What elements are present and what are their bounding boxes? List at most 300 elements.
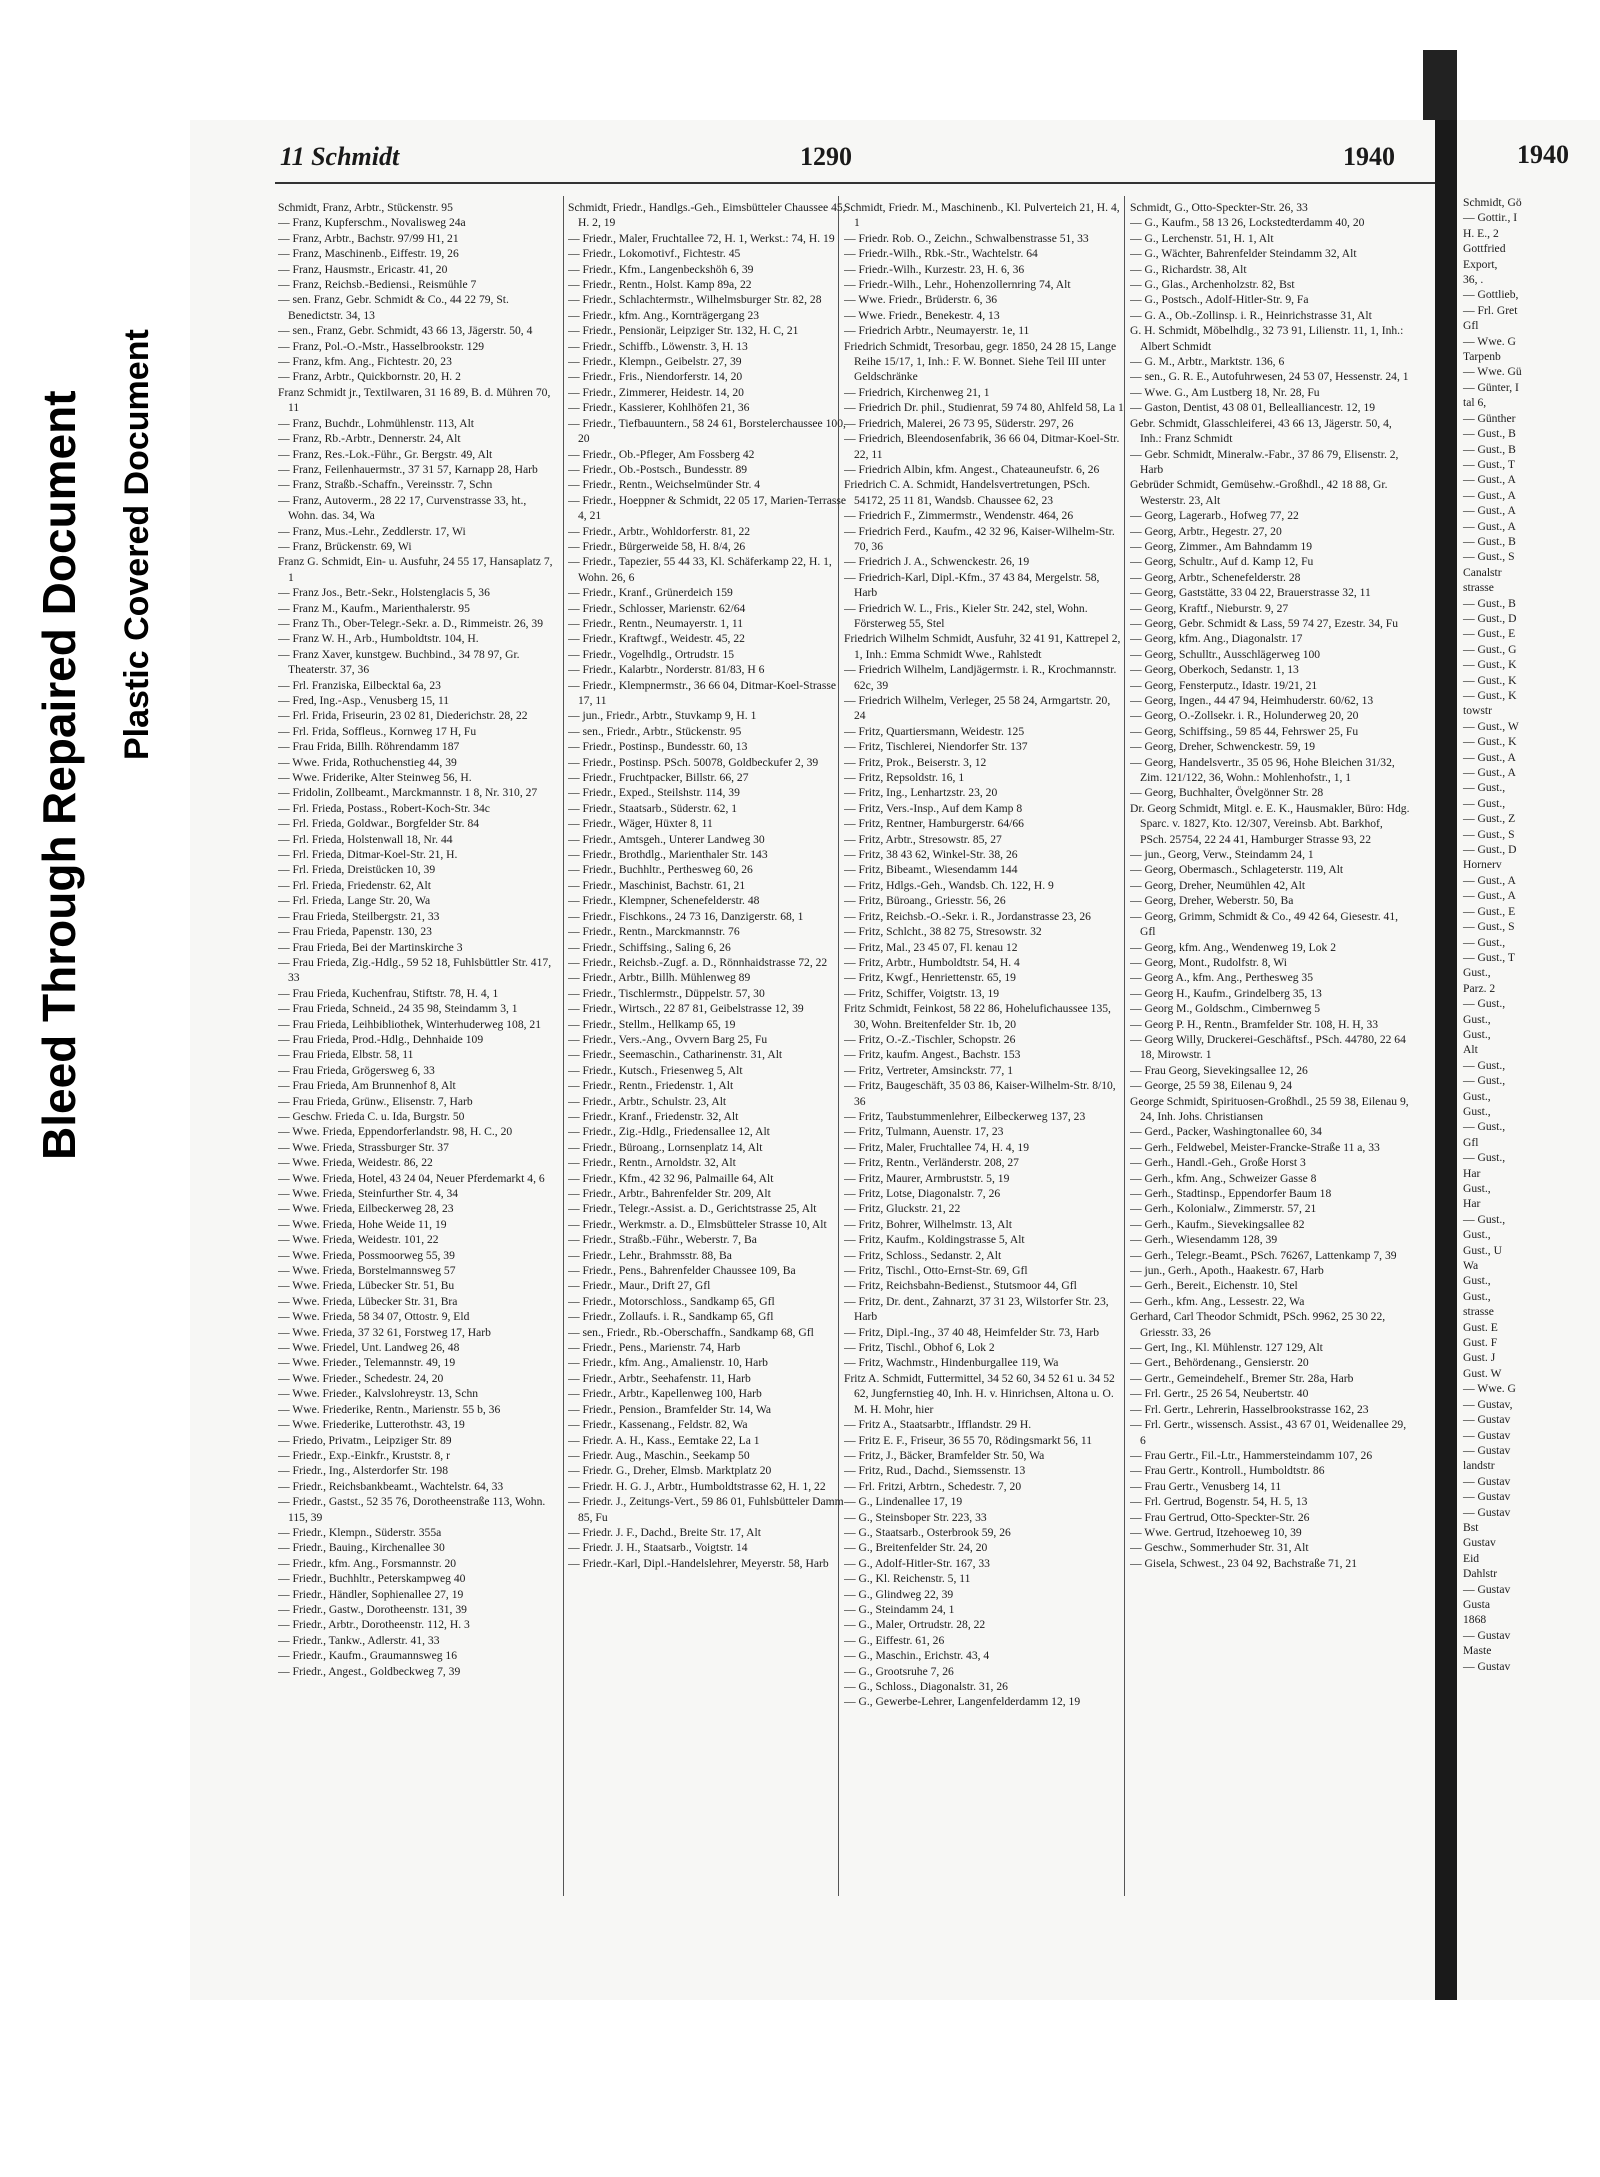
directory-entry: — Franz, kfm. Ang., Fichtestr. 20, 23 [278, 355, 452, 369]
directory-entry: — Fritz, Rud., Dachd., Siemssenstr. 13 [844, 1464, 1026, 1478]
directory-entry: — Friedr., Ob.-Postsch., Bundesstr. 89 [568, 462, 748, 476]
facing-page-line: — Gust., T [1463, 950, 1515, 964]
facing-page-line: — Gustav [1463, 1582, 1511, 1596]
facing-page-year: 1940 [1517, 140, 1569, 169]
directory-entry: — G., Gewerbe-Lehrer, Langenfelderdamm 12, 19 [844, 1695, 1081, 1709]
directory-entry: Schmidt, Friedr., Handlgs.-Geh., Eimsbütteler Chaussee 45, H. 2, 19 [568, 201, 846, 230]
facing-page-line: tal 6, [1463, 396, 1487, 410]
directory-entry: — Friedr., kfm. Ang., Forsmannstr. 20 [278, 1556, 457, 1570]
facing-page-line: — Gust., [1463, 781, 1506, 795]
directory-entry: — Georg, Gebr. Schmidt & Lass, 59 74 27, Ezestr. 34, Fu [1130, 616, 1399, 630]
facing-page-line: — Gottlieb, [1463, 288, 1519, 302]
directory-entry: — Friedr., Rentn., Marckmannstr. 76 [568, 925, 740, 939]
directory-entry: — Frl. Frida, Soffleus., Kornweg 17 H, Fu [278, 724, 477, 738]
directory-entry: — G., Kaufm., 58 13 26, Lockstedterdamm 40, 20 [1130, 216, 1365, 230]
facing-page-line: Gustav [1463, 1536, 1496, 1550]
facing-page-line: — Gust., [1463, 1120, 1506, 1134]
facing-page-line: — Gust., B [1463, 442, 1516, 456]
directory-entry: — Frau Frieda, Schneid., 24 35 98, Steindamm 3, 1 [278, 1002, 518, 1016]
facing-page-line: — Gottir., I [1463, 211, 1518, 225]
directory-entry: — Friedr., kfm. Ang., Amalienstr. 10, Harb [568, 1356, 768, 1370]
label-bleed-through: Bleed Through [33, 835, 85, 1160]
directory-entry: — Gerh., Stadtinsp., Eppendorfer Baum 18 [1130, 1187, 1332, 1200]
directory-entry: — Wwe. Friedr., Benekestr. 4, 13 [844, 308, 1000, 322]
directory-entry: — Friedr., Maur., Drift 27, Gfl [568, 1279, 711, 1293]
facing-page-line: — Frl. Gret [1463, 303, 1518, 317]
directory-entry: — Friedr., Maschinist, Bachstr. 61, 21 [568, 878, 746, 892]
facing-page-line: towstr [1463, 704, 1492, 718]
facing-page-line: — Gust., E [1463, 904, 1516, 918]
directory-entry: — Friedr. Aug., Maschin., Seekamp 50 [568, 1448, 750, 1462]
directory-entry: — Franz, Hausmstr., Ericastr. 41, 20 [278, 262, 448, 276]
directory-entry: — Friedr., Büroang., Lornsenplatz 14, Alt [568, 1140, 763, 1154]
directory-entry: — Friedr., Lehr., Brahmsstr. 88, Ba [568, 1248, 732, 1262]
directory-entry: — G., Richardstr. 38, Alt [1130, 262, 1247, 276]
directory-entry: — Friedr. G., Dreher, Elmsb. Marktplatz 20 [568, 1464, 772, 1478]
facing-page-line: — Gust., [1463, 1058, 1506, 1072]
directory-entry: — Friedr., Buchhltr., Perthesweg 60, 26 [568, 863, 753, 877]
directory-entry: — Wwe. Frieder., Telemannstr. 49, 19 [278, 1356, 456, 1370]
directory-entry: — G. M., Arbtr., Marktstr. 136, 6 [1130, 355, 1285, 369]
directory-entry: — Friedr., Reichsb.-Zugf. a. D., Rönnhaidstrasse 72, 22 [568, 955, 828, 969]
facing-page-line: Bst [1463, 1520, 1479, 1534]
directory-entry: — Fritz, Wachmstr., Hindenburgallee 119, Wa [844, 1356, 1059, 1370]
column-4 [1130, 200, 1410, 1860]
directory-entry: — Fritz, kaufm. Angest., Bachstr. 153 [844, 1048, 1021, 1062]
directory-entry: — Friedr., Motorschloss., Sandkamp 65, Gfl [568, 1294, 775, 1308]
directory-entry: — G., Maler, Ortrudstr. 28, 22 [844, 1618, 986, 1632]
directory-page [190, 120, 1445, 2000]
directory-entry: — G., Eiffestr. 61, 26 [844, 1633, 945, 1647]
directory-entry: — Friedrich Dr. phil., Studienrat, 59 74 80, Ahlfeld 58, La 1 [844, 401, 1124, 415]
directory-entry: Schmidt, G., Otto-Speckter-Str. 26, 33 [1130, 201, 1308, 214]
directory-entry: — Frl. Frieda, Holstenwall 18, Nr. 44 [278, 832, 453, 846]
facing-page-line: — Gust., A [1463, 504, 1516, 518]
facing-page-line: strasse [1463, 1305, 1494, 1319]
directory-entry: — Geschw., Sommerhuder Str. 31, Alt [1130, 1541, 1309, 1555]
directory-entry: — G., Glindweg 22, 39 [844, 1587, 954, 1601]
directory-entry: — Friedr., Schlachtermstr., Wilhelmsburger Str. 82, 28 [568, 293, 822, 307]
directory-entry: — Friedr., Hoeppner & Schmidt, 22 05 17, Marien-Terrasse 4, 21 [568, 493, 847, 523]
directory-entry: — Friedr., Fris., Niendorferstr. 14, 20 [568, 370, 743, 384]
directory-entry: — Georg, Handelsvertr., 35 05 96, Hohe Bleichen 31/32, Zim. 121/122, 36, Wohn.: Mohlenhofstr., 1, 1 [1130, 755, 1395, 785]
directory-entry: — Friedr. A. H., Kass., Eemtake 22, La 1 [568, 1433, 760, 1447]
directory-entry: — Georg, Fensterputz., Idastr. 19/21, 21 [1130, 678, 1318, 692]
directory-entry: — Friedr., Stellm., Hellkamp 65, 19 [568, 1017, 736, 1031]
directory-entry: — Wwe. Friedr., Brüderstr. 6, 36 [844, 293, 998, 307]
directory-entry: — Wwe. Friderike, Alter Steinweg 56, H. [278, 771, 472, 785]
directory-entry: Gebr. Schmidt, Glasschleiferei, 43 66 13, Jägerstr. 50, 4, Inh.: Franz Schmidt [1130, 416, 1392, 446]
directory-entry: — Fritz, Vers.-Insp., Auf dem Kamp 8 [844, 801, 1023, 815]
directory-entry: — Fritz, Lotse, Diagonalstr. 7, 26 [844, 1187, 1001, 1200]
directory-entry: — Friedr., Wirtsch., 22 87 81, Geibelstrasse 12, 39 [568, 1002, 804, 1016]
directory-entry: — Franz, Pol.-O.-Mstr., Hasselbrookstr. 129 [278, 339, 485, 353]
directory-entry: — Friedr., Ing., Alsterdorfer Str. 198 [278, 1464, 449, 1478]
directory-entry: — Franz, Brückenstr. 69, Wi [278, 539, 412, 553]
directory-entry: — Friedrich, Kirchenweg 21, 1 [844, 385, 990, 399]
directory-entry: — Georg, Oberkoch, Sedanstr. 1, 13 [1130, 663, 1299, 677]
directory-entry: — Georg, Grimm, Schmidt & Co., 49 42 64, Giesestr. 41, Gfl [1130, 909, 1399, 939]
facing-page-line: Gust. E [1463, 1320, 1498, 1334]
directory-entry: — jun., Friedr., Arbtr., Stuvkamp 9, H. 1 [568, 709, 757, 723]
directory-entry: — Friedr., Arbtr., Seehafenstr. 11, Harb [568, 1371, 751, 1385]
facing-page-line: — Gust., [1463, 796, 1506, 810]
directory-entry: — Georg, kfm. Ang., Diagonalstr. 17 [1130, 632, 1303, 646]
facing-page-line: — Gust., Z [1463, 812, 1516, 826]
directory-entry: — G., Maschin., Erichstr. 43, 4 [844, 1649, 990, 1663]
directory-entry: — Frl. Gertr., wissensch. Assist., 43 67 01, Weidenallee 29, 6 [1130, 1418, 1407, 1447]
facing-page-line: — Gust., K [1463, 735, 1517, 749]
directory-entry: — Wwe. Friederike, Rentn., Marienstr. 55 b, 36 [278, 1402, 501, 1416]
directory-entry: — Fridolin, Zollbeamt., Marckmannstr. 1 8, Nr. 310, 27 [278, 786, 538, 800]
directory-entry: — Friedr., Klempn., Geibelstr. 27, 39 [568, 355, 742, 369]
directory-entry: — Friedr.-Wilh., Kurzestr. 23, H. 6, 36 [844, 262, 1025, 276]
header-section-name: 11 Schmidt [280, 142, 400, 171]
directory-entry: — G., Lindenallee 17, 19 [844, 1495, 963, 1509]
directory-entry: — Wwe. Frieda, Borstelmannsweg 57 [278, 1264, 456, 1278]
directory-entry: — Friedr., kfm. Ang., Kornträgergang 23 [568, 308, 760, 322]
directory-entry: — G., Steinsboper Str. 223, 33 [844, 1510, 987, 1524]
directory-entry: — Friedr., Amtsgeh., Unterer Landweg 30 [568, 832, 765, 846]
directory-entry: — Friedr., Ob.-Pfleger, Am Fossberg 42 [568, 447, 755, 461]
directory-entry: — Frau Frieda, Am Brunnenhof 8, Alt [278, 1079, 456, 1093]
directory-entry: — sen., Franz, Gebr. Schmidt, 43 66 13, Jägerstr. 50, 4 [278, 324, 533, 338]
directory-entry: — Georg P. H., Rentn., Bramfelder Str. 108, H. H, 33 [1130, 1017, 1379, 1031]
directory-entry: — Fritz, Taubstummenlehrer, Eilbeckerweg 137, 23 [844, 1109, 1086, 1123]
facing-page-line: — Gust., [1463, 1074, 1506, 1088]
directory-entry: — G. A., Ob.-Zollinsp. i. R., Heinrichstrasse 31, Alt [1130, 308, 1372, 322]
directory-entry: — Friedr., Tiefbauuntern., 58 24 61, Borstelerchaussee 100, 20 [568, 416, 846, 446]
directory-entry: — Friedr., Brothdlg., Marienthaler Str. 143 [568, 848, 768, 862]
directory-entry: — Fritz, Quartiersmann, Weidestr. 125 [844, 724, 1025, 738]
directory-entry: — Friedrich, Bleendosenfabrik, 36 66 04, Ditmar-Koel-Str. 22, 11 [844, 432, 1120, 461]
directory-entry: — Friedr.-Karl, Dipl.-Handelslehrer, Meyerstr. 58, Harb [568, 1556, 829, 1570]
facing-page-line: — Gust., T [1463, 457, 1515, 471]
directory-entry: — Friedr., Pens., Bahrenfelder Chaussee 109, Ba [568, 1264, 796, 1278]
directory-entry: — G., Kl. Reichenstr. 5, 11 [844, 1572, 971, 1586]
directory-entry: — Friedr., Bauing., Kirchenallee 30 [278, 1541, 445, 1555]
directory-entry: — Georg, Dreher, Neumühlen 42, Alt [1130, 878, 1306, 892]
directory-entry: — Wwe. Frieda, Lübecker Str. 51, Bu [278, 1279, 455, 1293]
directory-entry: — Wwe. Frieda, Eilbeckerweg 28, 23 [278, 1202, 454, 1216]
directory-entry: — Friedr.-Wilh., Rbk.-Str., Wachtelstr. 64 [844, 247, 1038, 261]
facing-page-line: Gottfried [1463, 242, 1506, 256]
page-gutter [1435, 120, 1457, 2000]
facing-page-line: Schmidt, Gö [1463, 196, 1522, 209]
directory-entry: — Franz, Res.-Lok.-Führ., Gr. Bergstr. 49, Alt [278, 447, 493, 461]
directory-entry: — Georg M., Goldschm., Cimbernweg 5 [1130, 1002, 1321, 1016]
facing-page-line: — Gust., K [1463, 673, 1517, 687]
facing-page-line: Gust., [1463, 1027, 1491, 1041]
directory-entry: — Wwe. Frieda, Weidestr. 101, 22 [278, 1233, 439, 1247]
directory-entry: — Fritz, Tulmann, Auenstr. 17, 23 [844, 1125, 1004, 1139]
facing-page-line: Gust., [1463, 1228, 1491, 1242]
directory-entry: — Friedr., Händler, Sophienallee 27, 19 [278, 1587, 464, 1601]
directory-entry: — Fritz, J., Bäcker, Bramfelder Str. 50, Wa [844, 1448, 1045, 1462]
directory-entry: — Georg H., Kaufm., Grindelberg 35, 13 [1130, 986, 1322, 1000]
directory-entry: — G., Lerchenstr. 51, H. 1, Alt [1130, 231, 1274, 245]
directory-entry: Schmidt, Franz, Arbtr., Stückenstr. 95 [278, 201, 453, 214]
facing-page-line: — Gust., S [1463, 827, 1515, 841]
facing-page-line: — Gust., [1463, 1212, 1506, 1226]
directory-entry: — Friedrich Wilhelm, Verleger, 25 58 24, Armgartstr. 20, 24 [844, 694, 1111, 723]
directory-entry: — Wwe. Gertrud, Itzehoeweg 10, 39 [1130, 1525, 1302, 1539]
directory-entry: — Gerh., kfm. Ang., Schweizer Gasse 8 [1130, 1171, 1317, 1185]
facing-page-line: — Gust., E [1463, 627, 1516, 641]
directory-entry: — Franz W. H., Arb., Humboldtstr. 104, H. [278, 632, 479, 646]
directory-entry: — Friedr., Kranf., Friedenstr. 32, Alt [568, 1109, 739, 1123]
directory-entry: — Fritz, Mal., 23 45 07, Fl. kenau 12 [844, 940, 1018, 954]
directory-entry: — Friedr., Arbtr., Wohldorferstr. 81, 22 [568, 524, 751, 538]
facing-page-line: Gust., [1463, 1089, 1491, 1103]
directory-entry: — Friedr., Exped., Steilshstr. 114, 39 [568, 786, 740, 800]
directory-entry: Franz G. Schmidt, Ein- u. Ausfuhr, 24 55 17, Hansaplatz 7, 1 [278, 555, 553, 584]
directory-entry: — Frau Gertr., Fil.-Ltr., Hammersteindamm 107, 26 [1130, 1448, 1373, 1462]
directory-entry: — Fritz, Schloss., Sedanstr. 2, Alt [844, 1248, 1002, 1262]
column-3 [844, 200, 1124, 1860]
directory-entry: — Fritz, Dr. dent., Zahnarzt, 37 31 23, Wilstorfer Str. 23, Harb [844, 1294, 1109, 1324]
directory-entry: — Gert., Behördenang., Gensierstr. 20 [1130, 1356, 1309, 1370]
directory-entry: — Friedr., Gastst., 52 35 76, Dorotheenstraße 113, Wohn. 115, 39 [278, 1495, 546, 1524]
directory-entry: Friedrich C. A. Schmidt, Handelsvertretungen, PSch. 54172, 25 11 81, Wandsb. Chaussee 62, 23 [844, 478, 1091, 507]
directory-entry: — G., Adolf-Hitler-Str. 167, 33 [844, 1556, 990, 1570]
facing-page-line: — Gust., A [1463, 889, 1516, 903]
directory-entry: — Frau Frieda, Grünw., Elisenstr. 7, Harb [278, 1094, 473, 1108]
directory-entry: — Franz, Arbtr., Bachstr. 97/99 H1, 21 [278, 231, 459, 245]
facing-page-line: — Gust., G [1463, 642, 1517, 656]
directory-entry: — Fritz, Büroang., Griesstr. 56, 26 [844, 894, 1006, 908]
directory-entry: — sen. Franz, Gebr. Schmidt & Co., 44 22 79, St. Benedictstr. 34, 13 [278, 293, 509, 322]
facing-page-line: — Gustav [1463, 1474, 1511, 1488]
directory-entry: — Fritz, Kwgf., Henriettenstr. 65, 19 [844, 971, 1016, 985]
column-divider [1124, 196, 1125, 1896]
directory-entry: — Frau Frieda, Papenstr. 130, 23 [278, 925, 432, 939]
directory-entry: — G., Wächter, Bahrenfelder Steindamm 32, Alt [1130, 247, 1357, 261]
directory-entry: — Frau Frieda, Zig.-Hdlg., 59 52 18, Fuhlsbüttler Str. 417, 33 [278, 955, 552, 985]
directory-entry: — Franz, Rb.-Arbtr., Dennerstr. 24, Alt [278, 432, 461, 446]
directory-entry: — Georg, Dreher, Weberstr. 50, Ba [1130, 894, 1294, 908]
directory-entry: — Friedr., Kraftwgf., Weidestr. 45, 22 [568, 632, 745, 646]
directory-entry: — Friedr., Rentn., Friedenstr. 1, Alt [568, 1079, 734, 1093]
directory-entry: — Frl. Frieda, Dreistücken 10, 39 [278, 863, 436, 877]
directory-entry: — Frl. Frieda, Friedenstr. 62, Alt [278, 878, 431, 892]
directory-entry: — Fritz, Bohrer, Wilhelmstr. 13, Alt [844, 1217, 1012, 1231]
directory-entry: — Fritz, Reichsb.-O.-Sekr. i. R., Jordanstrasse 23, 26 [844, 909, 1091, 923]
directory-entry: Gebrüder Schmidt, Gemüsehw.-Großhdl., 42 18 88, Gr. Westerstr. 23, Alt [1130, 478, 1388, 507]
directory-entry: — Gisela, Schwest., 23 04 92, Bachstraße 71, 21 [1130, 1556, 1358, 1570]
directory-entry: — G., Postsch., Adolf-Hitler-Str. 9, Fa [1130, 293, 1309, 307]
directory-entry: — Fritz, Arbtr., Stresowstr. 85, 27 [844, 832, 1002, 846]
directory-entry: — Friedr., Vogelhdlg., Ortrudstr. 15 [568, 647, 735, 661]
directory-entry: — Gerh., Kolonialw., Zimmerstr. 57, 21 [1130, 1202, 1317, 1216]
directory-entry: Fritz A. Schmidt, Futtermittel, 34 52 60, 34 52 61 u. 34 52 62, Jungfernstieg 40, Inh. H. v. Hinrichsen, Altona u. O. M. H. Mohr, hier [844, 1371, 1115, 1416]
facing-page-line: — Gustav [1463, 1659, 1511, 1673]
directory-entry: — Friedr., Rentn., Holst. Kamp 89a, 22 [568, 278, 752, 292]
directory-entry: — Fritz, Tischlerei, Niendorfer Str. 137 [844, 740, 1028, 754]
facing-page-line: Parz. 2 [1463, 981, 1496, 995]
facing-page-line: — Gust., S [1463, 550, 1515, 564]
directory-entry: — Fritz, Arbtr., Humboldtstr. 54, H. 4 [844, 955, 1020, 969]
directory-entry: — Wwe. Frieda, Strassburger Str. 37 [278, 1140, 449, 1154]
directory-entry: — Frau Gertr., Kontroll., Humboldtstr. 86 [1130, 1464, 1325, 1478]
directory-entry: — Friedrich Ferd., Kaufm., 42 32 96, Kaiser-Wilhelm-Str. 70, 36 [844, 524, 1115, 553]
directory-entry: — Frau Gertrud, Otto-Speckter-Str. 26 [1130, 1510, 1310, 1524]
directory-entry: — Friedr., Schiffsing., Saling 6, 26 [568, 940, 731, 954]
binding-shadow [1423, 50, 1457, 120]
directory-entry: — Frl. Frieda, Lange Str. 20, Wa [278, 894, 431, 908]
directory-entry: — Fritz, Baugeschäft, 35 03 86, Kaiser-Wilhelm-Str. 8/10, 36 [844, 1079, 1116, 1108]
directory-entry: — Frau Frieda, Elbstr. 58, 11 [278, 1048, 414, 1062]
directory-entry: — Friedr., Staatsarb., Süderstr. 62, 1 [568, 801, 738, 815]
directory-entry: — Gebr. Schmidt, Mineralw.-Fabr., 37 86 79, Elisenstr. 2, Harb [1130, 447, 1399, 476]
facing-page-line: — Gustav [1463, 1413, 1511, 1427]
directory-entry: — Franz, Autoverm., 28 22 17, Curvenstrasse 33, ht., Wohn. das. 34, Wa [278, 493, 527, 523]
facing-page-line: — Gust., A [1463, 473, 1516, 487]
facing-page-line: — Gustav [1463, 1628, 1511, 1642]
directory-entry: — Georg, Schulltr., Ausschlägerweg 100 [1130, 647, 1321, 661]
directory-entry: — Friedr., Werkmstr. a. D., Elmsbütteler Strasse 10, Alt [568, 1217, 827, 1231]
facing-page-line: — Günter, I [1463, 380, 1519, 394]
directory-entry: — Wwe. Friederike, Lutterothstr. 43, 19 [278, 1418, 465, 1432]
directory-entry: — Friedr., Postinsp. PSch. 50078, Goldbeckufer 2, 39 [568, 755, 819, 769]
directory-entry: — Frl. Gertrud, Bogenstr. 54, H. 5, 13 [1130, 1495, 1308, 1509]
directory-entry: — Friedr., Fischkons., 24 73 16, Danzigerstr. 68, 1 [568, 909, 804, 923]
scanned-page [190, 120, 1600, 2000]
directory-entry: — Georg, Arbtr., Hegestr. 27, 20 [1130, 524, 1282, 538]
directory-entry: — Georg, Obermasch., Schlageterstr. 119, Alt [1130, 863, 1344, 877]
directory-entry: — Georg, O.-Zollsekr. i. R., Holunderweg 20, 20 [1130, 709, 1359, 723]
facing-page-line: — Gust., A [1463, 488, 1516, 502]
directory-entry: — Georg, Kraftf., Nieburstr. 9, 27 [1130, 601, 1289, 615]
facing-page-line: — Gustav, [1463, 1397, 1513, 1411]
directory-entry: — Franz, Reichsb.-Bediensi., Reismühle 7 [278, 278, 477, 292]
directory-entry: — sen., Friedr., Arbtr., Stückenstr. 95 [568, 724, 742, 738]
facing-page-line: Dahlstr [1463, 1567, 1498, 1581]
directory-entry: — Franz, Straßb.-Schaffn., Vereinsstr. 7, Schn [278, 478, 493, 492]
header-page-number: 1290 [800, 142, 852, 171]
facing-page-line: — Gust., D [1463, 611, 1517, 625]
directory-entry: — Friedr., Arbtr., Kapellenweg 100, Harb [568, 1387, 762, 1401]
directory-entry: — Frl. Gertr., Lehrerin, Hasselbrookstrasse 162, 23 [1130, 1402, 1369, 1416]
directory-entry: — Franz, Maschinenb., Eiffestr. 19, 26 [278, 247, 459, 261]
facing-page-line: — Gust., A [1463, 519, 1516, 533]
directory-entry: — Friedr. J., Zeitungs-Vert., 59 86 01, Fuhlsbütteler Damm 85, Fu [568, 1495, 844, 1524]
directory-entry: — Friedr. J. H., Staatsarb., Voigtstr. 14 [568, 1541, 748, 1555]
label-repaired-document: Repaired Document [33, 390, 85, 825]
directory-entry: — Geschw. Frieda C. u. Ida, Burgstr. 50 [278, 1109, 465, 1123]
facing-page-line: Gust. W [1463, 1366, 1502, 1380]
facing-page-line: Gust., [1463, 1289, 1491, 1303]
directory-entry: — Fritz, Schlcht., 38 82 75, Stresowstr. 32 [844, 925, 1042, 939]
directory-entry: — Gert, Ing., Kl. Mühlenstr. 127 129, Alt [1130, 1341, 1323, 1355]
facing-page-line: — Gustav [1463, 1490, 1511, 1504]
directory-entry: — Wwe. Frieda, 37 32 61, Forstweg 17, Harb [278, 1325, 491, 1339]
directory-entry: — Franz, Mus.-Lehr., Zeddlerstr. 17, Wi [278, 524, 466, 538]
facing-page-line: Hornerv [1463, 858, 1502, 872]
directory-entry: — Georg, Lagerarb., Hofweg 77, 22 [1130, 509, 1299, 523]
facing-page-line: — Gust., W [1463, 719, 1519, 733]
directory-entry: — Georg A., kfm. Ang., Perthesweg 35 [1130, 971, 1314, 985]
facing-page-line: Har [1463, 1197, 1481, 1211]
directory-entry: — Friedr., Straßb.-Führ., Weberstr. 7, Ba [568, 1233, 757, 1247]
facing-page-line: Maste [1463, 1644, 1492, 1658]
directory-entry: — sen., G. R. E., Autofuhrwesen, 24 53 07, Hessenstr. 24, 1 [1130, 370, 1409, 384]
facing-page-line: — Gust., [1463, 1151, 1506, 1165]
directory-entry: — Frl. Frieda, Postass., Robert-Koch-Str. 34c [278, 801, 490, 815]
facing-page-line: — Wwe. Gü [1463, 365, 1522, 379]
directory-entry: — Friedrich Arbtr., Neumayerstr. 1e, 11 [844, 324, 1030, 338]
directory-entry: — Gaston, Dentist, 43 08 01, Bellealliancestr. 12, 19 [1130, 401, 1376, 415]
directory-entry: — Fred, Ing.-Asp., Venusberg 15, 11 [278, 694, 450, 707]
facing-page-line: 1868 [1463, 1613, 1487, 1627]
directory-entry: — Friedr., Wäger, Hüxter 8, 11 [568, 817, 713, 831]
directory-entry: — Frl. Franziska, Eilbecktal 6a, 23 [278, 678, 441, 692]
directory-entry: — Friedr., Klempner, Schenefelderstr. 48 [568, 894, 760, 908]
directory-entry: — Georg, Ingen., 44 47 94, Heimhuderstr. 60/62, 13 [1130, 694, 1374, 707]
facing-page-line: H. E., 2 [1463, 226, 1499, 240]
facing-page-line: Gust., [1463, 966, 1491, 980]
directory-entry: — Gerd., Packer, Washingtonallee 60, 34 [1130, 1125, 1322, 1139]
facing-page-line: Export, [1463, 257, 1498, 271]
directory-entry: — Franz, Feilenhauermstr., 37 31 57, Karnapp 28, Harb [278, 462, 538, 476]
facing-page-line: — Gust., [1463, 935, 1506, 949]
directory-entry: — Fritz, Maurer, Armbruststr. 5, 19 [844, 1171, 1010, 1185]
directory-entry: — Fritz, Tischl., Obhof 6, Lok 2 [844, 1341, 995, 1355]
directory-entry: — Friedrich J. A., Schwenckestr. 26, 19 [844, 555, 1030, 569]
facing-page-line: Gust., [1463, 1012, 1491, 1026]
directory-entry: — Frl. Gertr., 25 26 54, Neubertstr. 40 [1130, 1387, 1309, 1401]
header-year: 1940 [1343, 142, 1395, 171]
directory-entry: — Fritz, Rentn., Verländerstr. 208, 27 [844, 1156, 1019, 1170]
facing-page-line: landstr [1463, 1459, 1495, 1473]
directory-entry: — Friedr., Rentn., Arnoldstr. 32, Alt [568, 1156, 736, 1170]
facing-page-line: — Gust., B [1463, 427, 1516, 441]
directory-entry: — Wwe. Frieda, Eppendorferlandstr. 98, H. C., 20 [278, 1125, 513, 1139]
facing-page-line: Har [1463, 1166, 1481, 1180]
facing-page-line: Gust. J [1463, 1351, 1496, 1365]
directory-entry: — Frau Gertr., Venusberg 14, 11 [1130, 1479, 1282, 1493]
directory-entry: — Friedr., Seemaschin., Catharinenstr. 31, Alt [568, 1048, 783, 1062]
directory-entry: — Friedr., Pension., Bramfelder Str. 14, Wa [568, 1402, 772, 1416]
directory-entry: — Fritz, Ing., Lenhartzstr. 23, 20 [844, 786, 998, 800]
facing-page-line: Gust., U [1463, 1243, 1502, 1257]
directory-entry: — Friedrich, Malerei, 26 73 95, Süderstr. 297, 26 [844, 416, 1074, 430]
directory-entry: G. H. Schmidt, Möbelhdlg., 32 73 91, Lilienstr. 11, 1, Inh.: Albert Schmidt [1130, 324, 1404, 353]
directory-entry: — Fritz, Tischl., Otto-Ernst-Str. 69, Gfl [844, 1264, 1028, 1278]
column-1 [278, 200, 558, 1860]
directory-entry: — Frl. Frieda, Goldwar., Borgfelder Str. 84 [278, 817, 480, 831]
directory-entry: — Friedr., Kranf., Grünerdeich 159 [568, 586, 733, 600]
directory-entry: — Wwe. Frieda, Possmoorweg 55, 39 [278, 1248, 455, 1262]
directory-entry: — Wwe. Frieda, Steinfurther Str. 4, 34 [278, 1187, 459, 1200]
directory-entry: — G., Breitenfelder Str. 24, 20 [844, 1541, 988, 1555]
directory-entry: — Fritz, Rentner, Hamburgerstr. 64/66 [844, 817, 1024, 831]
directory-entry: — Friedrich F., Zimmermstr., Wendenstr. 464, 26 [844, 509, 1074, 523]
directory-entry: Dr. Georg Schmidt, Mitgl. e. E. K., Hausmakler, Büro: Hdg. Sparc. v. 1827, Kto. 12/307, Vereinsb. Abt. Barkhof, PSch. 25754, 22 24 41, Hamburger Strasse 93, 22 [1130, 801, 1410, 846]
directory-entry: — Frau Frieda, Bei der Martinskirche 3 [278, 940, 463, 954]
directory-entry: — Franz, Kupferschm., Novalisweg 24a [278, 216, 466, 230]
directory-entry: — Friedr., Kfm., Langenbeckshöh 6, 39 [568, 262, 754, 276]
facing-page-line: Gust., [1463, 1182, 1491, 1195]
directory-entry: — Wwe. Frieder., Kalvslohreystr. 13, Schn [278, 1387, 479, 1401]
facing-page-line: — Wwe. G [1463, 1382, 1516, 1396]
directory-entry: — Friedrich-Karl, Dipl.-Kfm., 37 43 84, Mergelstr. 58, Harb [844, 570, 1100, 600]
directory-entry: — Gerh., Feldwebel, Meister-Francke-Straße 11 a, 33 [1130, 1140, 1380, 1154]
directory-entry: — Fritz, Hdlgs.-Geh., Wandsb. Ch. 122, H. 9 [844, 878, 1054, 892]
directory-entry: — jun., Georg, Verw., Steindamm 24, 1 [1130, 848, 1314, 862]
directory-entry: — Friedr., Postinsp., Bundesstr. 60, 13 [568, 740, 748, 754]
facing-page-line: — Gustav [1463, 1428, 1511, 1442]
